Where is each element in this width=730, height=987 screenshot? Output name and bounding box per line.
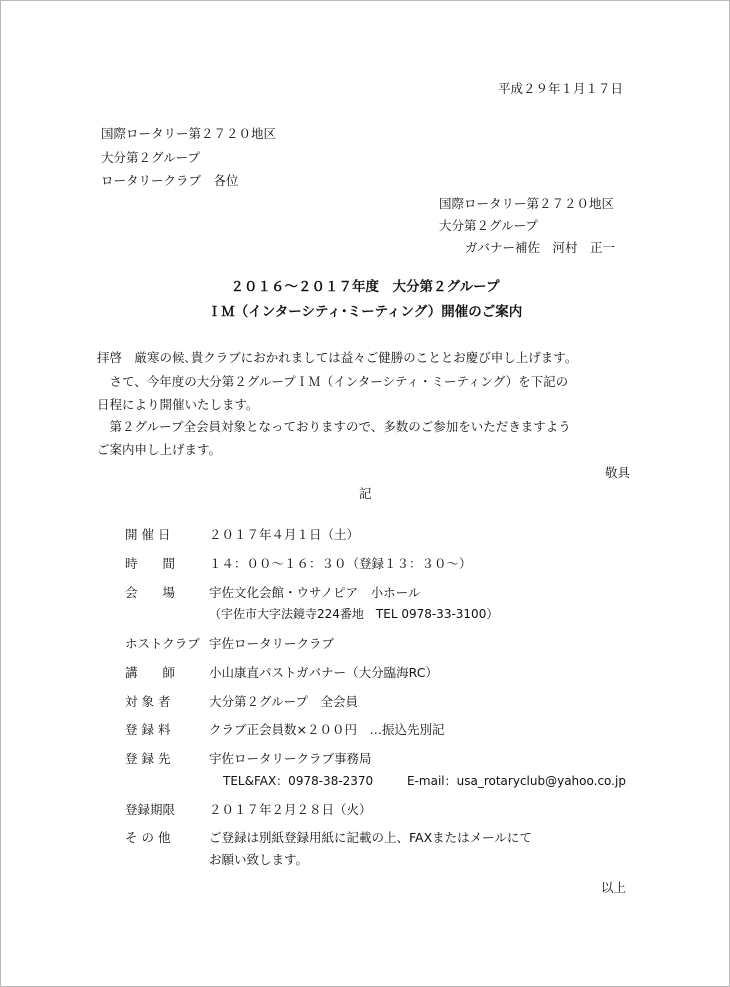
recipient-line-1: 国際ロータリー第２７２０地区	[101, 126, 277, 141]
date-label: 開 催 日	[125, 527, 171, 542]
body-paragraph-1: 拝啓 厳寒の候､貴クラブにおかれましては益々ご健勝のこととお慶び申し上げます。	[97, 350, 578, 365]
closing-keigu: 敬具	[605, 465, 631, 480]
body-paragraph-2-line-2: 日程により開催いたします。	[97, 397, 259, 412]
body-paragraph-3-line-1: 第２グループ全会員対象となっておりますので、多数のご参加をいただきますよう	[97, 419, 571, 434]
registration-label: 登 録 先	[125, 751, 171, 766]
document-title-line-2: ＩＭ（インターシティ･ミーティング）開催のご案内	[207, 304, 523, 320]
sender-line-1: 国際ロータリー第２７２０地区	[439, 196, 615, 211]
time-label: 時 間	[125, 556, 176, 571]
deadline-value: ２０１７年２月２８日（火）	[209, 802, 372, 817]
venue-value: 宇佐文化会館・ウサノピア 小ホール	[209, 585, 421, 600]
venue-address: （宇佐市大字法鏡寺224番地 TEL 0978-33-3100）	[209, 607, 499, 621]
fee-label: 登 録 料	[125, 722, 171, 737]
registration-tel-fax: TEL&FAX：0978-38-2370	[223, 774, 374, 788]
speaker-value: 小山康直パストガバナー（大分臨海RC）	[209, 665, 438, 680]
document-title-line-1: ２０１６～２０１７年度 大分第２グループ	[230, 279, 500, 295]
end-ijo: 以上	[601, 880, 627, 895]
time-value: １４：００～１６：３０（登録１３：３０～）	[209, 556, 472, 571]
other-value-line-1: ご登録は別紙登録用紙に記載の上、FAXまたはメールにて	[209, 830, 532, 845]
sender-line-2: 大分第２グループ	[439, 218, 539, 233]
registration-value: 宇佐ロータリークラブ事務局	[209, 751, 372, 766]
sender-line-3: ガバナー補佐 河村 正一	[465, 240, 616, 255]
deadline-label: 登録期限	[125, 802, 176, 817]
body-paragraph-2-line-1: さて、今年度の大分第２グループＩＭ（インターシティ・ミーティング）を下記の	[97, 374, 569, 389]
host-club-label: ホストクラブ	[125, 636, 200, 651]
recipient-line-3: ロータリークラブ 各位	[101, 173, 239, 188]
other-label: そ の 他	[125, 830, 171, 845]
target-value: 大分第２グループ 全会員	[209, 694, 359, 709]
recipient-line-2: 大分第２グループ	[101, 150, 201, 165]
date-value: ２０１７年４月１日（土）	[209, 527, 360, 542]
target-label: 対 象 者	[125, 694, 171, 709]
document-date: 平成２９年１月１７日	[498, 81, 624, 96]
other-value-line-2: お願い致します。	[209, 852, 309, 867]
ki-heading: 記	[359, 486, 372, 501]
speaker-label: 講 師	[125, 665, 176, 680]
host-club-value: 宇佐ロータリークラブ	[209, 636, 335, 651]
venue-label: 会 場	[125, 585, 176, 600]
registration-email: E-mail：usa_rotaryclub@yahoo.co.jp	[407, 774, 626, 788]
body-paragraph-3-line-2: ご案内申し上げます。	[97, 442, 222, 457]
fee-value: クラブ正会員数×２００円 …振込先別記	[209, 722, 445, 737]
